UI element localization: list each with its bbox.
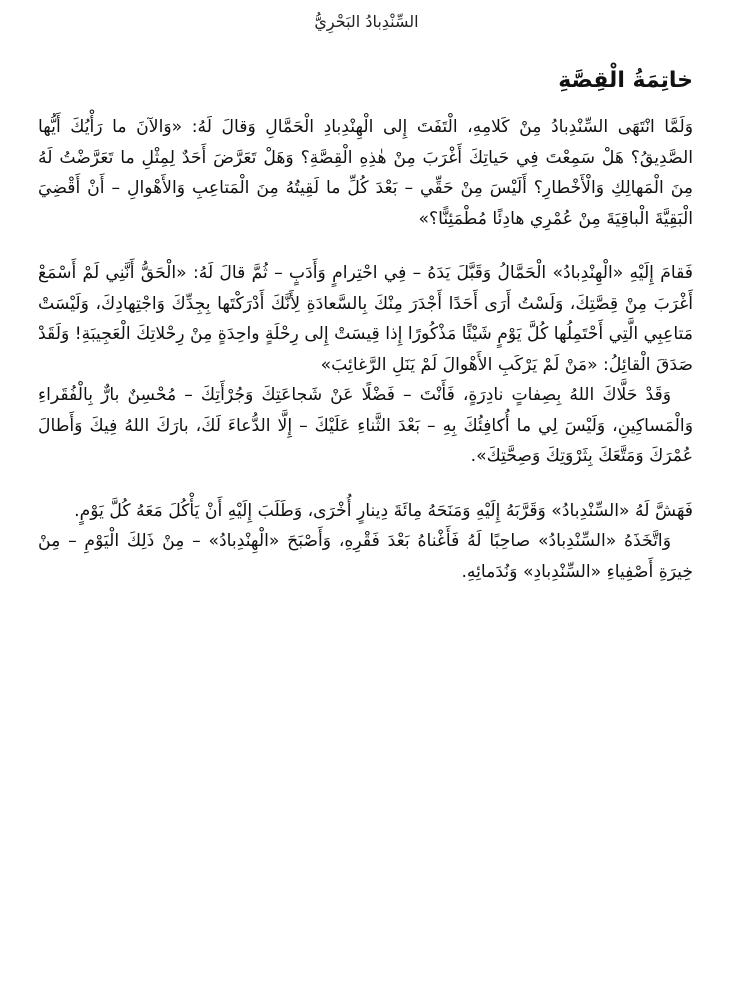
paragraph-2: فَقامَ إِلَيْهِ «الْهِنْدِبادُ» الْحَمَّالُ وَقَبَّلَ يَدَهُ – فِي احْتِرامٍ وَأَدَبٍ – ثُمَّ قالَ لَهُ: «الْحَقُّ أَنَّنِي لَمْ أَسْمَعْ أَغْرَبَ مِنْ قِصَّتِكَ، وَلَسْتُ أَرَى أَحَدًا أَجْدَرَ مِنْكَ بِالسَّعادَةِ لِأَنَّكَ أَدْرَكْتَها بِجِدِّكَ وَاجْتِهادِكَ، وَلَيْسَتْ مَتاعِبِي الَّتِي أَحْتَمِلُها كُلَّ يَوْمٍ شَيْئًا مَذْكُورًا إِذا قِيسَتْ إِلى رِحْلَةٍ واحِدَةٍ مِنْ رِحْلاتِكَ الْعَجِيبَةِ! وَلَقَدْ صَدَقَ الْقائِلُ: «مَنْ لَمْ يَرْكَبِ الأَهْوالَ لَمْ يَنَلِ الرَّغائِبَ»: [38, 263, 693, 375]
chapter-title: خاتِمَةُ الْقِصَّةِ: [558, 68, 693, 93]
paragraph-4: فَهَشَّ لَهُ «السِّنْدِبادُ» وَقَرَّبَهُ إِلَيْهِ وَمَنَحَهُ مِائَةَ دِينارٍ أُخْرَى، وَطَلَبَ إِلَيْهِ أَنْ يَأْكُلَ مَعَهُ كُلَّ يَوْمٍ.: [74, 500, 693, 521]
paragraph-spacer: [38, 472, 693, 496]
paragraph-spacer: [38, 234, 693, 258]
paragraph-3: وَقَدْ حَلَّاكَ اللهُ بِصِفاتٍ نادِرَةٍ، فَأَنْتَ – فَضْلًا عَنْ شَجاعَتِكَ وَجُرْأَتِكَ – مُحْسِنٌ بارٌّ بِالْفُقَراءِ وَالْمَساكِينِ، وَلَيْسَ لِي ما أُكافِئُكَ بِهِ – بَعْدَ الثَّناءِ عَلَيْكَ – إِلَّا الدُّعاءَ لَكَ، بارَكَ اللهُ فِيكَ وَأَطالَ عُمْرَكَ وَمَتَّعَكَ بِثَرْوَتِكَ وَصِحَّتِكَ».: [38, 385, 693, 466]
paragraph-5: وَاتَّخَذَهُ «السِّنْدِبادُ» صاحِبًا لَهُ فَأَغْناهُ بَعْدَ فَقْرِهِ، وَأَصْبَحَ «الْهِنْدِبادُ» – مِنْ ذَلِكَ الْيَوْمِ – مِنْ خِيرَةِ أَصْفِياءِ «السِّنْدِبادِ» وَنُدَمائِهِ.: [38, 531, 693, 582]
running-header: السِّنْدِبادُ البَحْرِيُّ: [314, 12, 419, 31]
paragraph-1: وَلَمَّا انْتَهَى السِّنْدِبادُ مِنْ كَلامِهِ، الْتَفَتَ إِلى الْهِنْدِبادِ الْحَمَّالِ وَقالَ لَهُ: «وَالآنَ ما رَأْيُكَ أَيُّها الصَّدِيقُ؟ هَلْ سَمِعْتَ فِي حَياتِكَ أَغْرَبَ مِنْ هٰذِهِ الْقِصَّةِ؟ وَهَلْ تَعَرَّضَ أَحَدٌ لِمِثْلِ ما تَعَرَّضْتُ لَهُ مِنَ الْمَهالِكِ وَالْأَخْطارِ؟ أَلَيْسَ مِنْ حَقِّي – بَعْدَ كُلِّ ما لَقِيتُهُ مِنَ الْمَتاعِبِ وَالأَهْوالِ – أَنْ أَقْضِيَ الْبَقِيَّةَ الْباقِيَةَ مِنْ عُمْرِي هادِئًا مُطْمَئِنًّا؟»: [38, 117, 693, 229]
body-text: [38, 112, 693, 587]
